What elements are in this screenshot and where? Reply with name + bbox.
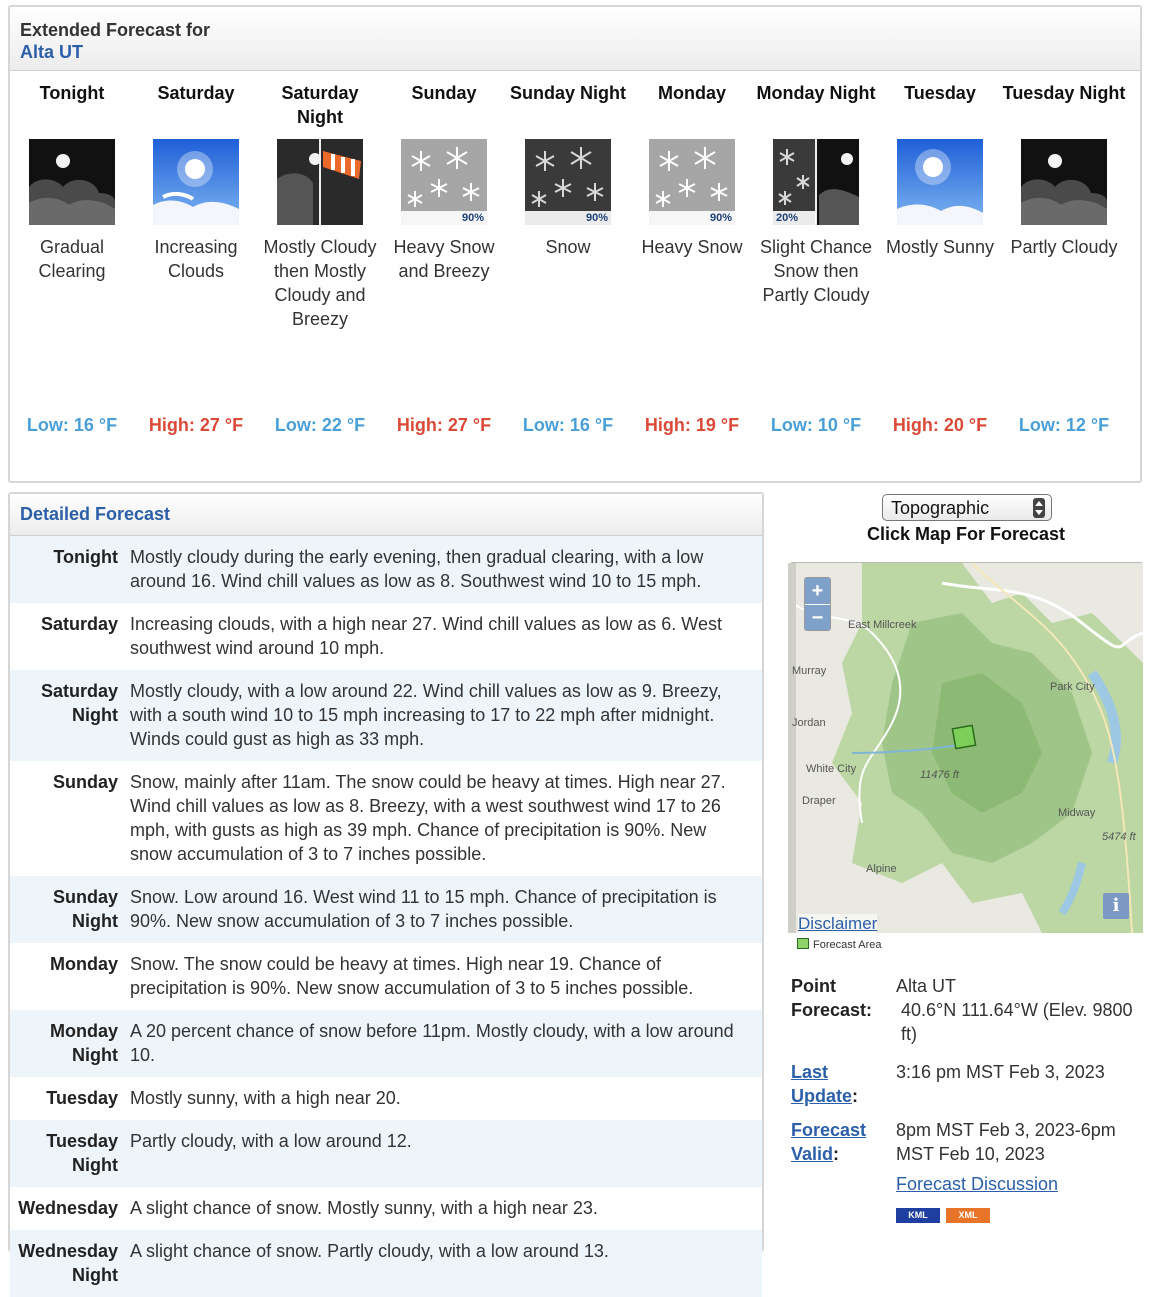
map-place-label: East Millcreek bbox=[848, 619, 917, 631]
night-partly-cloudy-icon[interactable] bbox=[1021, 139, 1107, 225]
map-type-value: Topographic bbox=[891, 498, 990, 518]
detailed-period-text: Snow. Low around 16. West wind 11 to 15 mph. Chance of precipitation is 90%. New snow accumulation of 3 to 7 inches possible. bbox=[130, 887, 717, 931]
cloudy-windsock-icon[interactable] bbox=[277, 139, 363, 225]
detailed-period-label: Tuesday bbox=[46, 1088, 118, 1108]
period-temperature: Low: 10 °F bbox=[770, 415, 862, 435]
period-temperature: Low: 16 °F bbox=[522, 415, 614, 435]
detailed-period-text: Snow, mainly after 11am. The snow could be heavy at times. High near 27. Wind chill values as low as 8. Breezy, with a west southwest wind 17 to 26 mph, with gusts as high as 39 mph. Chance of precipitation is 90%. New snow accumulation of 3 to 7 inches possible. bbox=[130, 772, 726, 864]
period-temperature: High: 19 °F bbox=[644, 415, 740, 435]
period-name: Saturday bbox=[157, 83, 235, 103]
detailed-period-label: Tuesday Night bbox=[46, 1131, 118, 1175]
extended-forecast-title: Extended Forecast for bbox=[20, 20, 211, 40]
detailed-forecast-row bbox=[10, 536, 762, 603]
forecast-discussion-link[interactable]: Forecast Discussion bbox=[896, 1174, 1059, 1194]
zoom-in-button[interactable]: + bbox=[805, 578, 830, 604]
period-short-forecast: Slight Chance Snow then Partly Cloudy bbox=[759, 237, 873, 305]
precip-chance: 90% bbox=[585, 212, 608, 224]
detailed-forecast-row bbox=[10, 1120, 762, 1187]
detailed-forecast-row bbox=[10, 761, 762, 876]
detailed-period-label: Tonight bbox=[53, 547, 118, 567]
forecast-periods bbox=[10, 71, 1140, 481]
period-name: Sunday bbox=[411, 83, 477, 103]
detailed-period-label: Wednesday bbox=[18, 1198, 118, 1218]
period-temperature: High: 20 °F bbox=[892, 415, 988, 435]
period-name: Sunday Night bbox=[510, 83, 626, 103]
chance-snow-then-night-cloudy-icon[interactable] bbox=[773, 139, 859, 225]
period-temperature: Low: 16 °F bbox=[26, 415, 118, 435]
precip-chance: 90% bbox=[709, 212, 732, 224]
detailed-period-label: Sunday Night bbox=[52, 887, 118, 931]
heavy-snow-icon[interactable] bbox=[649, 139, 735, 225]
map-disclaimer-link[interactable]: Disclaimer bbox=[798, 914, 878, 933]
forecast-map[interactable] bbox=[791, 562, 1142, 932]
detailed-forecast-row bbox=[10, 876, 762, 943]
period-short-forecast: Gradual Clearing bbox=[38, 237, 106, 281]
period-short-forecast: Partly Cloudy bbox=[1010, 237, 1118, 257]
extended-forecast-location: Alta UT bbox=[20, 42, 83, 62]
detailed-forecast-row bbox=[10, 603, 762, 670]
period-temperature: High: 27 °F bbox=[396, 415, 492, 435]
detailed-period-text: Mostly cloudy, with a low around 22. Wind chill values as low as 9. Breezy, with a south wind 10 to 15 mph increasing to 17 to 22 mph after midnight. Winds could gust as high as 33 mph. bbox=[130, 681, 722, 749]
period-temperature: Low: 12 °F bbox=[1018, 415, 1110, 435]
extended-forecast-header bbox=[10, 7, 1140, 71]
detailed-forecast-row bbox=[10, 943, 762, 1010]
period-short-forecast: Snow bbox=[545, 237, 591, 257]
map-place-label: Murray bbox=[792, 665, 827, 677]
period-temperature: High: 27 °F bbox=[148, 415, 244, 435]
detailed-forecast-panel bbox=[8, 492, 764, 1285]
point-coordinates: 40.6°N 111.64°W (Elev. 9800 ft) bbox=[901, 1000, 1133, 1044]
last-update-label: Last Update: bbox=[791, 1062, 859, 1106]
detailed-forecast-row bbox=[10, 1077, 762, 1120]
detailed-period-label: Sunday bbox=[52, 772, 118, 792]
detailed-period-label: Monday bbox=[49, 954, 118, 974]
forecast-area-swatch-icon bbox=[797, 938, 809, 949]
period-short-forecast: Mostly Cloudy then Mostly Cloudy and Breezy bbox=[263, 237, 377, 329]
detailed-forecast-title: Detailed Forecast bbox=[10, 494, 762, 536]
select-arrows-icon bbox=[1033, 498, 1045, 518]
last-update-row bbox=[791, 1060, 1147, 1108]
point-forecast-label: Point Forecast: bbox=[791, 976, 873, 1020]
map-place-label: Jordan bbox=[792, 717, 826, 729]
period-short-forecast: Heavy Snow bbox=[641, 237, 743, 257]
detailed-forecast-list bbox=[10, 536, 762, 1297]
period-name: Monday bbox=[657, 83, 726, 103]
detailed-period-text: Mostly cloudy during the early evening, then gradual clearing, with a low around 16. Wind chill values as low as 8. Southwest wind 10 to 15 mph. bbox=[130, 547, 704, 591]
map-legend bbox=[797, 938, 881, 951]
increasing-clouds-sun-icon[interactable] bbox=[153, 139, 239, 225]
kml-button[interactable]: KML bbox=[896, 1208, 940, 1223]
detailed-period-text: A slight chance of snow. Mostly sunny, with a high near 23. bbox=[130, 1198, 598, 1218]
detailed-forecast-row bbox=[10, 1230, 762, 1297]
detailed-period-text: A 20 percent chance of snow before 11pm. Mostly cloudy, with a low around 10. bbox=[130, 1021, 734, 1065]
period-name: Tuesday bbox=[904, 83, 976, 103]
forecast-valid-link[interactable]: Forecast Valid bbox=[791, 1120, 867, 1164]
map-place-label: 5474 ft bbox=[1102, 831, 1136, 843]
map-place-label: Alpine bbox=[866, 863, 897, 875]
snow-night-icon[interactable] bbox=[525, 139, 611, 225]
period-short-forecast: Increasing Clouds bbox=[154, 237, 238, 281]
zoom-out-button[interactable]: − bbox=[805, 604, 830, 630]
point-info bbox=[791, 974, 1147, 1176]
detailed-period-text: Partly cloudy, with a low around 12. bbox=[130, 1131, 412, 1151]
detailed-forecast-row bbox=[10, 670, 762, 761]
map-caption: Click Map For Forecast bbox=[866, 524, 1066, 544]
precip-chance: 20% bbox=[776, 212, 799, 224]
topographic-map-graphic bbox=[792, 563, 1143, 933]
period-name: Tuesday Night bbox=[1002, 83, 1126, 103]
map-place-label: Midway bbox=[1058, 807, 1096, 819]
point-forecast-row bbox=[791, 974, 1147, 1056]
map-type-select[interactable] bbox=[882, 494, 1052, 521]
period-name: Tonight bbox=[39, 83, 105, 103]
map-place-label: White City bbox=[806, 763, 857, 775]
forecast-valid-row bbox=[791, 1118, 1147, 1166]
night-partly-cloudy-icon[interactable] bbox=[29, 139, 115, 225]
detailed-period-text: Snow. The snow could be heavy at times. High near 19. Chance of precipitation is 90%. New snow accumulation of 3 to 5 inches possible. bbox=[130, 954, 694, 998]
forecast-valid-value: 8pm MST Feb 3, 2023-6pm MST Feb 10, 2023 bbox=[896, 1120, 1116, 1164]
detailed-period-label: Saturday Night bbox=[40, 681, 118, 725]
map-place-label: 11476 ft bbox=[920, 769, 959, 781]
detailed-forecast-row bbox=[10, 1010, 762, 1077]
heavy-snow-icon[interactable] bbox=[401, 139, 487, 225]
precip-chance: 90% bbox=[461, 212, 484, 224]
period-short-forecast: Mostly Sunny bbox=[885, 237, 995, 257]
detailed-period-text: Increasing clouds, with a high near 27. Wind chill values as low as 6. West southwest wind around 10 mph. bbox=[130, 614, 722, 658]
period-temperature: Low: 22 °F bbox=[274, 415, 366, 435]
period-name: Monday Night bbox=[756, 83, 876, 103]
detailed-period-text: A slight chance of snow. Partly cloudy, with a low around 13. bbox=[130, 1241, 609, 1261]
extended-forecast-panel bbox=[8, 5, 1142, 483]
xml-button[interactable]: XML bbox=[946, 1208, 990, 1223]
map-place-label: Park City bbox=[1050, 681, 1095, 693]
map-zoom-control bbox=[804, 577, 831, 631]
detailed-forecast-row bbox=[10, 1187, 762, 1230]
period-short-forecast: Heavy Snow and Breezy bbox=[393, 237, 495, 281]
detailed-period-label: Saturday bbox=[40, 614, 118, 634]
period-name: Saturday Night bbox=[281, 83, 359, 127]
detailed-period-label: Wednesday Night bbox=[18, 1241, 118, 1285]
forecast-valid-label: Forecast Valid: bbox=[791, 1120, 867, 1164]
last-update-value: 3:16 pm MST Feb 3, 2023 bbox=[896, 1062, 1105, 1082]
map-info-icon[interactable]: i bbox=[1103, 893, 1129, 919]
last-update-link[interactable]: Last Update bbox=[791, 1062, 853, 1106]
detailed-period-label: Monday Night bbox=[49, 1021, 118, 1065]
point-forecast-value bbox=[896, 974, 1147, 1046]
point-location: Alta UT bbox=[896, 976, 957, 996]
detailed-period-text: Mostly sunny, with a high near 20. bbox=[130, 1088, 401, 1108]
map-place-label: Draper bbox=[802, 795, 836, 807]
legend-label: Forecast Area bbox=[813, 939, 882, 951]
mostly-sunny-icon[interactable] bbox=[897, 139, 983, 225]
